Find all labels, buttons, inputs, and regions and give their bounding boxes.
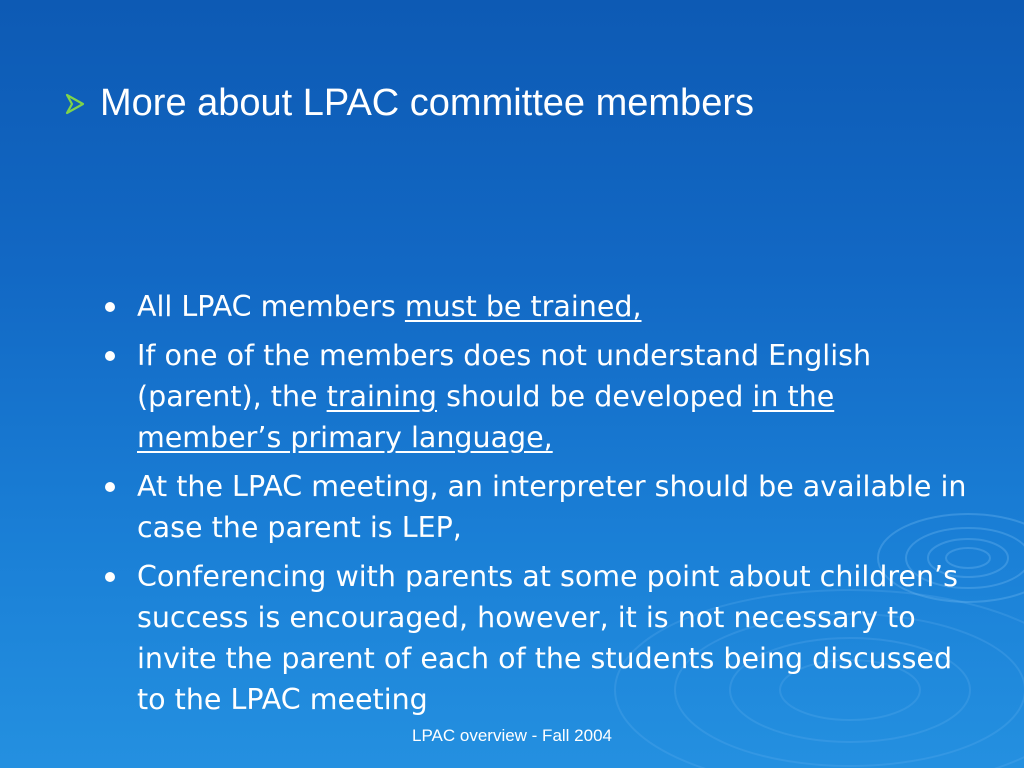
bullet-item bbox=[100, 466, 980, 548]
bullet-dot-icon bbox=[105, 302, 115, 312]
bullet-list bbox=[100, 286, 980, 728]
bullet-dot-icon bbox=[105, 572, 115, 582]
slide-title: More about LPAC committee members bbox=[100, 82, 754, 124]
bullet-item bbox=[100, 335, 980, 458]
bullet-dot-icon bbox=[105, 482, 115, 492]
bullet-item bbox=[100, 286, 980, 327]
bullet-dot-icon bbox=[105, 351, 115, 361]
bullet-text: All LPAC members bbox=[137, 290, 405, 323]
underlined-text: training bbox=[326, 380, 438, 413]
slide-footer: LPAC overview - Fall 2004 bbox=[412, 726, 612, 745]
bullet-text: At the LPAC meeting, an interpreter should be available in case the parent is LEP, bbox=[137, 470, 967, 544]
underlined-text: in the member’s primary language, bbox=[137, 380, 835, 454]
bullet-item bbox=[100, 556, 980, 720]
bullet-text: If one of the members does not understand English (parent), the bbox=[137, 339, 872, 413]
bullet-text: should be developed bbox=[437, 380, 753, 413]
title-row bbox=[64, 82, 754, 125]
arrowhead-bullet-icon bbox=[64, 93, 86, 115]
underlined-text: must be trained, bbox=[404, 290, 642, 323]
bullet-text: Conferencing with parents at some point about children’s success is encouraged, however, it is not necessary to invite the parent of each of the students being discussed to the LPAC meeting bbox=[137, 560, 958, 716]
